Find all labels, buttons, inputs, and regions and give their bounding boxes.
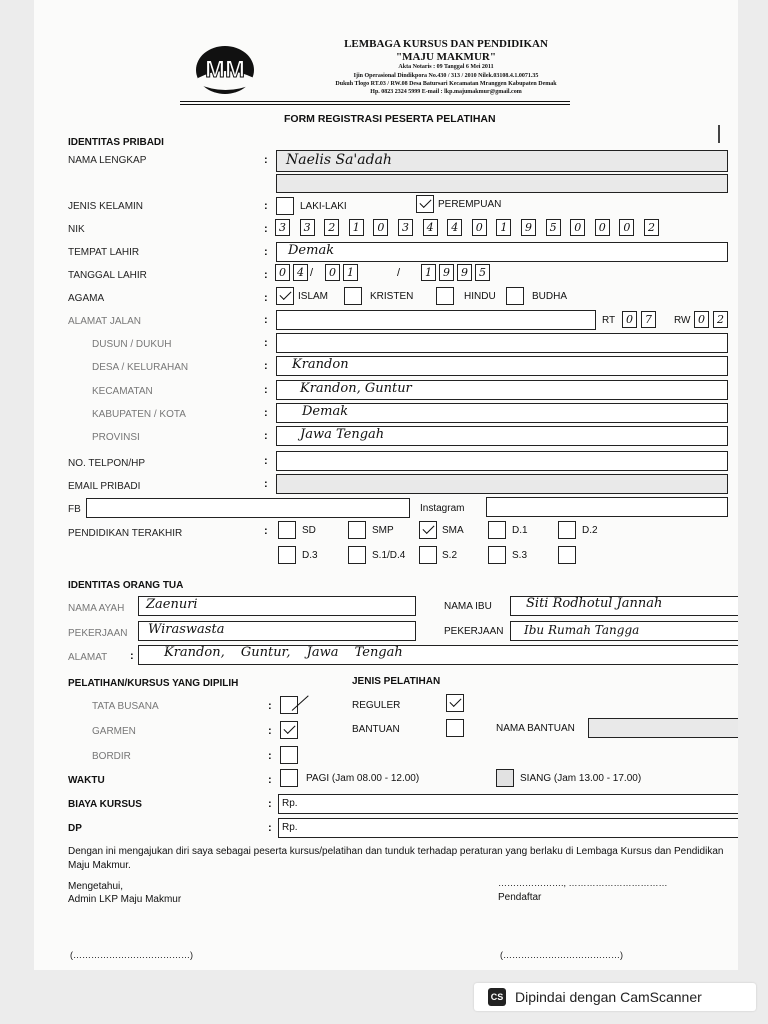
islam-checkbox[interactable] [276,287,294,305]
kabupaten-value: Demak [302,404,349,419]
colon: : [268,725,272,737]
tempat-lahir-field[interactable] [276,242,728,262]
edu-s1-label: S.1/D.4 [372,550,406,561]
bantuan-checkbox[interactable] [446,719,464,737]
nik-digit[interactable]: 4 [447,219,462,236]
edu-smp-checkbox[interactable] [348,521,366,539]
edu-sd-label: SD [302,525,316,536]
desa-label: DESA / KELURAHAN [92,362,189,373]
admin-label: Admin LKP Maju Makmur [68,894,182,905]
rw-digit[interactable]: 0 [694,311,709,328]
nama-ibu-label: NAMA IBU [444,601,492,612]
bordir-label: BORDIR [92,751,131,762]
tanggal-year-digit[interactable]: 9 [439,264,454,281]
fb-label: FB [68,504,81,515]
colon: : [264,292,268,304]
form-page [34,0,738,970]
edu-d3-label: D.3 [302,550,318,561]
instagram-field[interactable] [486,497,728,517]
pekerjaan-ibu-value: Ibu Rumah Tangga [524,623,640,637]
nik-digit[interactable]: 0 [472,219,487,236]
biaya-kursus-field[interactable] [278,794,738,814]
kristen-checkbox[interactable] [344,287,362,305]
hindu-label: HINDU [464,291,496,302]
nik-digit[interactable]: 2 [644,219,659,236]
org-line-2: "MAJU MAKMUR" [396,51,496,63]
kabupaten-label: KABUPATEN / KOTA [92,409,186,420]
edu-s3-checkbox[interactable] [488,546,506,564]
hindu-checkbox[interactable] [436,287,454,305]
colon: : [264,246,268,258]
kristen-label: KRISTEN [370,291,414,302]
nama-bantuan-field[interactable] [588,718,738,738]
tempat-lahir-label: TEMPAT LAHIR [68,247,140,258]
edu-blank-checkbox[interactable] [558,546,576,564]
tanggal-year-digit[interactable]: 1 [421,264,436,281]
nik-digit[interactable]: 0 [373,219,388,236]
tanggal-lahir-label: TANGGAL LAHIR [68,270,147,281]
date-separator: / [310,267,314,279]
email-label: EMAIL PRIBADI [68,481,141,492]
kecamatan-value: Krandon, Guntur [300,381,412,396]
right-edge-mark [718,125,720,143]
date-separator: / [397,267,401,279]
email-field[interactable] [276,474,728,494]
nama-lengkap-label: NAMA LENGKAP [68,155,147,166]
colon: : [268,774,272,786]
pendidikan-label: PENDIDIKAN TERAKHIR [68,528,183,539]
budha-label: BUDHA [532,291,568,302]
laki-laki-label: LAKI-LAKI [300,201,347,212]
edu-s2-label: S.2 [442,550,458,561]
rt-digit[interactable]: 7 [641,311,656,328]
laki-laki-checkbox[interactable] [276,197,294,215]
edu-d1-label: D.1 [512,525,528,536]
biaya-rp: Rp. [282,798,298,809]
nik-digit[interactable]: 0 [595,219,610,236]
pekerjaan-ayah-label: PEKERJAAN [68,628,128,639]
declaration-text: Dengan ini mengajukan diri saya sebagai peserta kursus/pelatihan dan tunduk terhadap peraturan yang berlaku di Lembaga Kursus dan Pendidikan Maju Makmur. [68,846,724,871]
org-line-1: LEMBAGA KURSUS DAN PENDIDIKAN [344,38,548,50]
tanggal-month-digit[interactable]: 0 [325,264,340,281]
section-identitas-orang-tua: IDENTITAS ORANG TUA [68,580,184,591]
rt-label: RT [602,315,616,326]
edu-sma-label: SMA [442,525,464,536]
nik-digit[interactable]: 5 [546,219,561,236]
nama-lengkap-value: Naelis Sa'adah [286,152,392,168]
islam-label: ISLAM [298,291,329,302]
colon: : [268,700,272,712]
pekerjaan-ibu-label: PEKERJAAN [444,626,504,637]
tanggal-day-digit[interactable]: 0 [275,264,290,281]
jenis-pelatihan-title: JENIS PELATIHAN [352,676,441,687]
colon: : [268,798,272,810]
nik-digit[interactable]: 3 [275,219,290,236]
desa-value: Krandon [292,357,349,372]
form-title: FORM REGISTRASI PESERTA PELATIHAN [284,113,496,125]
section-pelatihan: PELATIHAN/KURSUS YANG DIPILIH [68,678,239,689]
edu-d2-checkbox[interactable] [558,521,576,539]
colon: : [264,430,268,442]
colon: : [264,314,268,326]
nik-label: NIK [68,224,85,235]
colon: : [264,455,268,467]
nama-ayah-label: NAMA AYAH [68,603,125,614]
pendaftar-label: Pendaftar [498,892,542,903]
colon: : [264,200,268,212]
logo-letters: MM [205,56,245,83]
contact-line: Hp. 0823 2324 5999 E-mail : lkp.majumakmur@gmail.com [370,89,522,95]
signature-admin-line: (…………………………………) [70,950,193,960]
nik-digit[interactable]: 0 [570,219,585,236]
telpon-label: NO. TELPON/HP [68,458,146,469]
dusun-field[interactable] [276,333,728,353]
edu-d1-checkbox[interactable] [488,521,506,539]
colon: : [264,407,268,419]
rw-label: RW [674,315,691,326]
tanggal-year-digit[interactable]: 5 [475,264,490,281]
alamat-ortu-value: Krandon, Guntur, Jawa Tengah [164,645,403,660]
nik-digit[interactable]: 3 [398,219,413,236]
reguler-checkbox[interactable] [446,694,464,712]
edu-s1-checkbox[interactable] [348,546,366,564]
alamat-jalan-field[interactable] [276,310,596,330]
logo [194,44,256,96]
colon: : [268,750,272,762]
tanggal-month-digit[interactable]: 1 [343,264,358,281]
telpon-field[interactable] [276,451,728,471]
mengetahui-label: Mengetahui, [68,881,124,892]
nik-digit[interactable]: 1 [349,219,364,236]
colon: : [264,223,268,235]
kecamatan-label: KECAMATAN [92,386,153,397]
garmen-label: GARMEN [92,726,136,737]
alamat-jalan-label: ALAMAT JALAN [68,316,141,327]
provinsi-value: Jawa Tengah [300,427,385,442]
date-place-line: …………………., …………………………… [498,878,668,888]
header-rule-thin [180,104,570,105]
signature-pendaftar-line: (…………………………………) [500,950,623,960]
edu-d2-label: D.2 [582,525,598,536]
edu-sd-checkbox[interactable] [278,521,296,539]
notary-line: Akta Notaris : 09 Tanggal 6 Mei 2011 [398,64,494,70]
jenis-kelamin-label: JENIS KELAMIN [68,201,144,212]
tata-busana-label: TATA BUSANA [92,701,159,712]
perempuan-checkbox[interactable] [416,195,434,213]
colon: : [264,154,268,166]
edu-sma-checkbox[interactable] [419,521,437,539]
dusun-label: DUSUN / DUKUH [92,339,172,350]
alamat-ortu-label: ALAMAT [68,652,108,663]
agama-label: AGAMA [68,293,105,304]
garmen-checkbox[interactable] [280,721,298,739]
colon: : [264,337,268,349]
siang-checkbox[interactable] [496,769,514,787]
section-identitas-pribadi: IDENTITAS PRIBADI [68,137,164,148]
nama-bantuan-label: NAMA BANTUAN [496,723,575,734]
instagram-label: Instagram [420,503,465,514]
nik-digit[interactable]: 9 [521,219,536,236]
budha-checkbox[interactable] [506,287,524,305]
colon: : [268,822,272,834]
tanggal-day-digit[interactable]: 4 [293,264,308,281]
bordir-checkbox[interactable] [280,746,298,764]
pekerjaan-ayah-value: Wiraswasta [148,622,225,637]
tanggal-year-digit[interactable]: 9 [457,264,472,281]
camscanner-icon: CS [488,988,506,1006]
pagi-checkbox[interactable] [280,769,298,787]
nama-ayah-value: Zaenuri [146,597,198,612]
rt-digit[interactable]: 0 [622,311,637,328]
colon: : [130,650,134,662]
colon: : [264,384,268,396]
nik-digit[interactable]: 0 [619,219,634,236]
tempat-lahir-value: Demak [288,243,335,258]
colon: : [264,478,268,490]
nama-lengkap-field-2[interactable] [276,174,728,193]
rw-digit[interactable]: 2 [713,311,728,328]
header-rule [180,101,570,102]
siang-label: SIANG (Jam 13.00 - 17.00) [520,773,642,784]
fb-field[interactable] [86,498,410,518]
bantuan-label: BANTUAN [352,724,400,735]
nik-digit[interactable]: 4 [423,219,438,236]
biaya-kursus-label: BIAYA KURSUS [68,799,142,810]
provinsi-label: PROVINSI [92,432,140,443]
colon: : [264,269,268,281]
dp-field[interactable] [278,818,738,838]
colon: : [264,525,268,537]
address-line: Dukuh Tlogo RT.03 / RW.08 Desa Batursari Kecamatan Mranggen Kabupaten Demak [335,81,557,87]
nama-ibu-value: Siti Rodhotul Jannah [526,596,663,611]
nik-digit[interactable]: 1 [496,219,511,236]
edu-s2-checkbox[interactable] [419,546,437,564]
edu-d3-checkbox[interactable] [278,546,296,564]
edu-s3-label: S.3 [512,550,528,561]
camscanner-text: Dipindai dengan CamScanner [515,989,702,1005]
reguler-label: REGULER [352,700,401,711]
perempuan-label: PEREMPUAN [438,199,502,210]
colon: : [264,360,268,372]
dp-rp: Rp. [282,822,298,833]
nik-digit[interactable]: 2 [324,219,339,236]
dp-label: DP [68,823,82,834]
nik-digit[interactable]: 3 [300,219,315,236]
waktu-label: WAKTU [68,775,105,786]
permit-line: Ijin Operasional Dindikpora No.430 / 313 / 2010 Nilek.03108.4.1.0071.35 [353,73,539,79]
pagi-label: PAGI (Jam 08.00 - 12.00) [306,773,420,784]
camscanner-badge [474,983,756,1011]
edu-smp-label: SMP [372,525,394,536]
